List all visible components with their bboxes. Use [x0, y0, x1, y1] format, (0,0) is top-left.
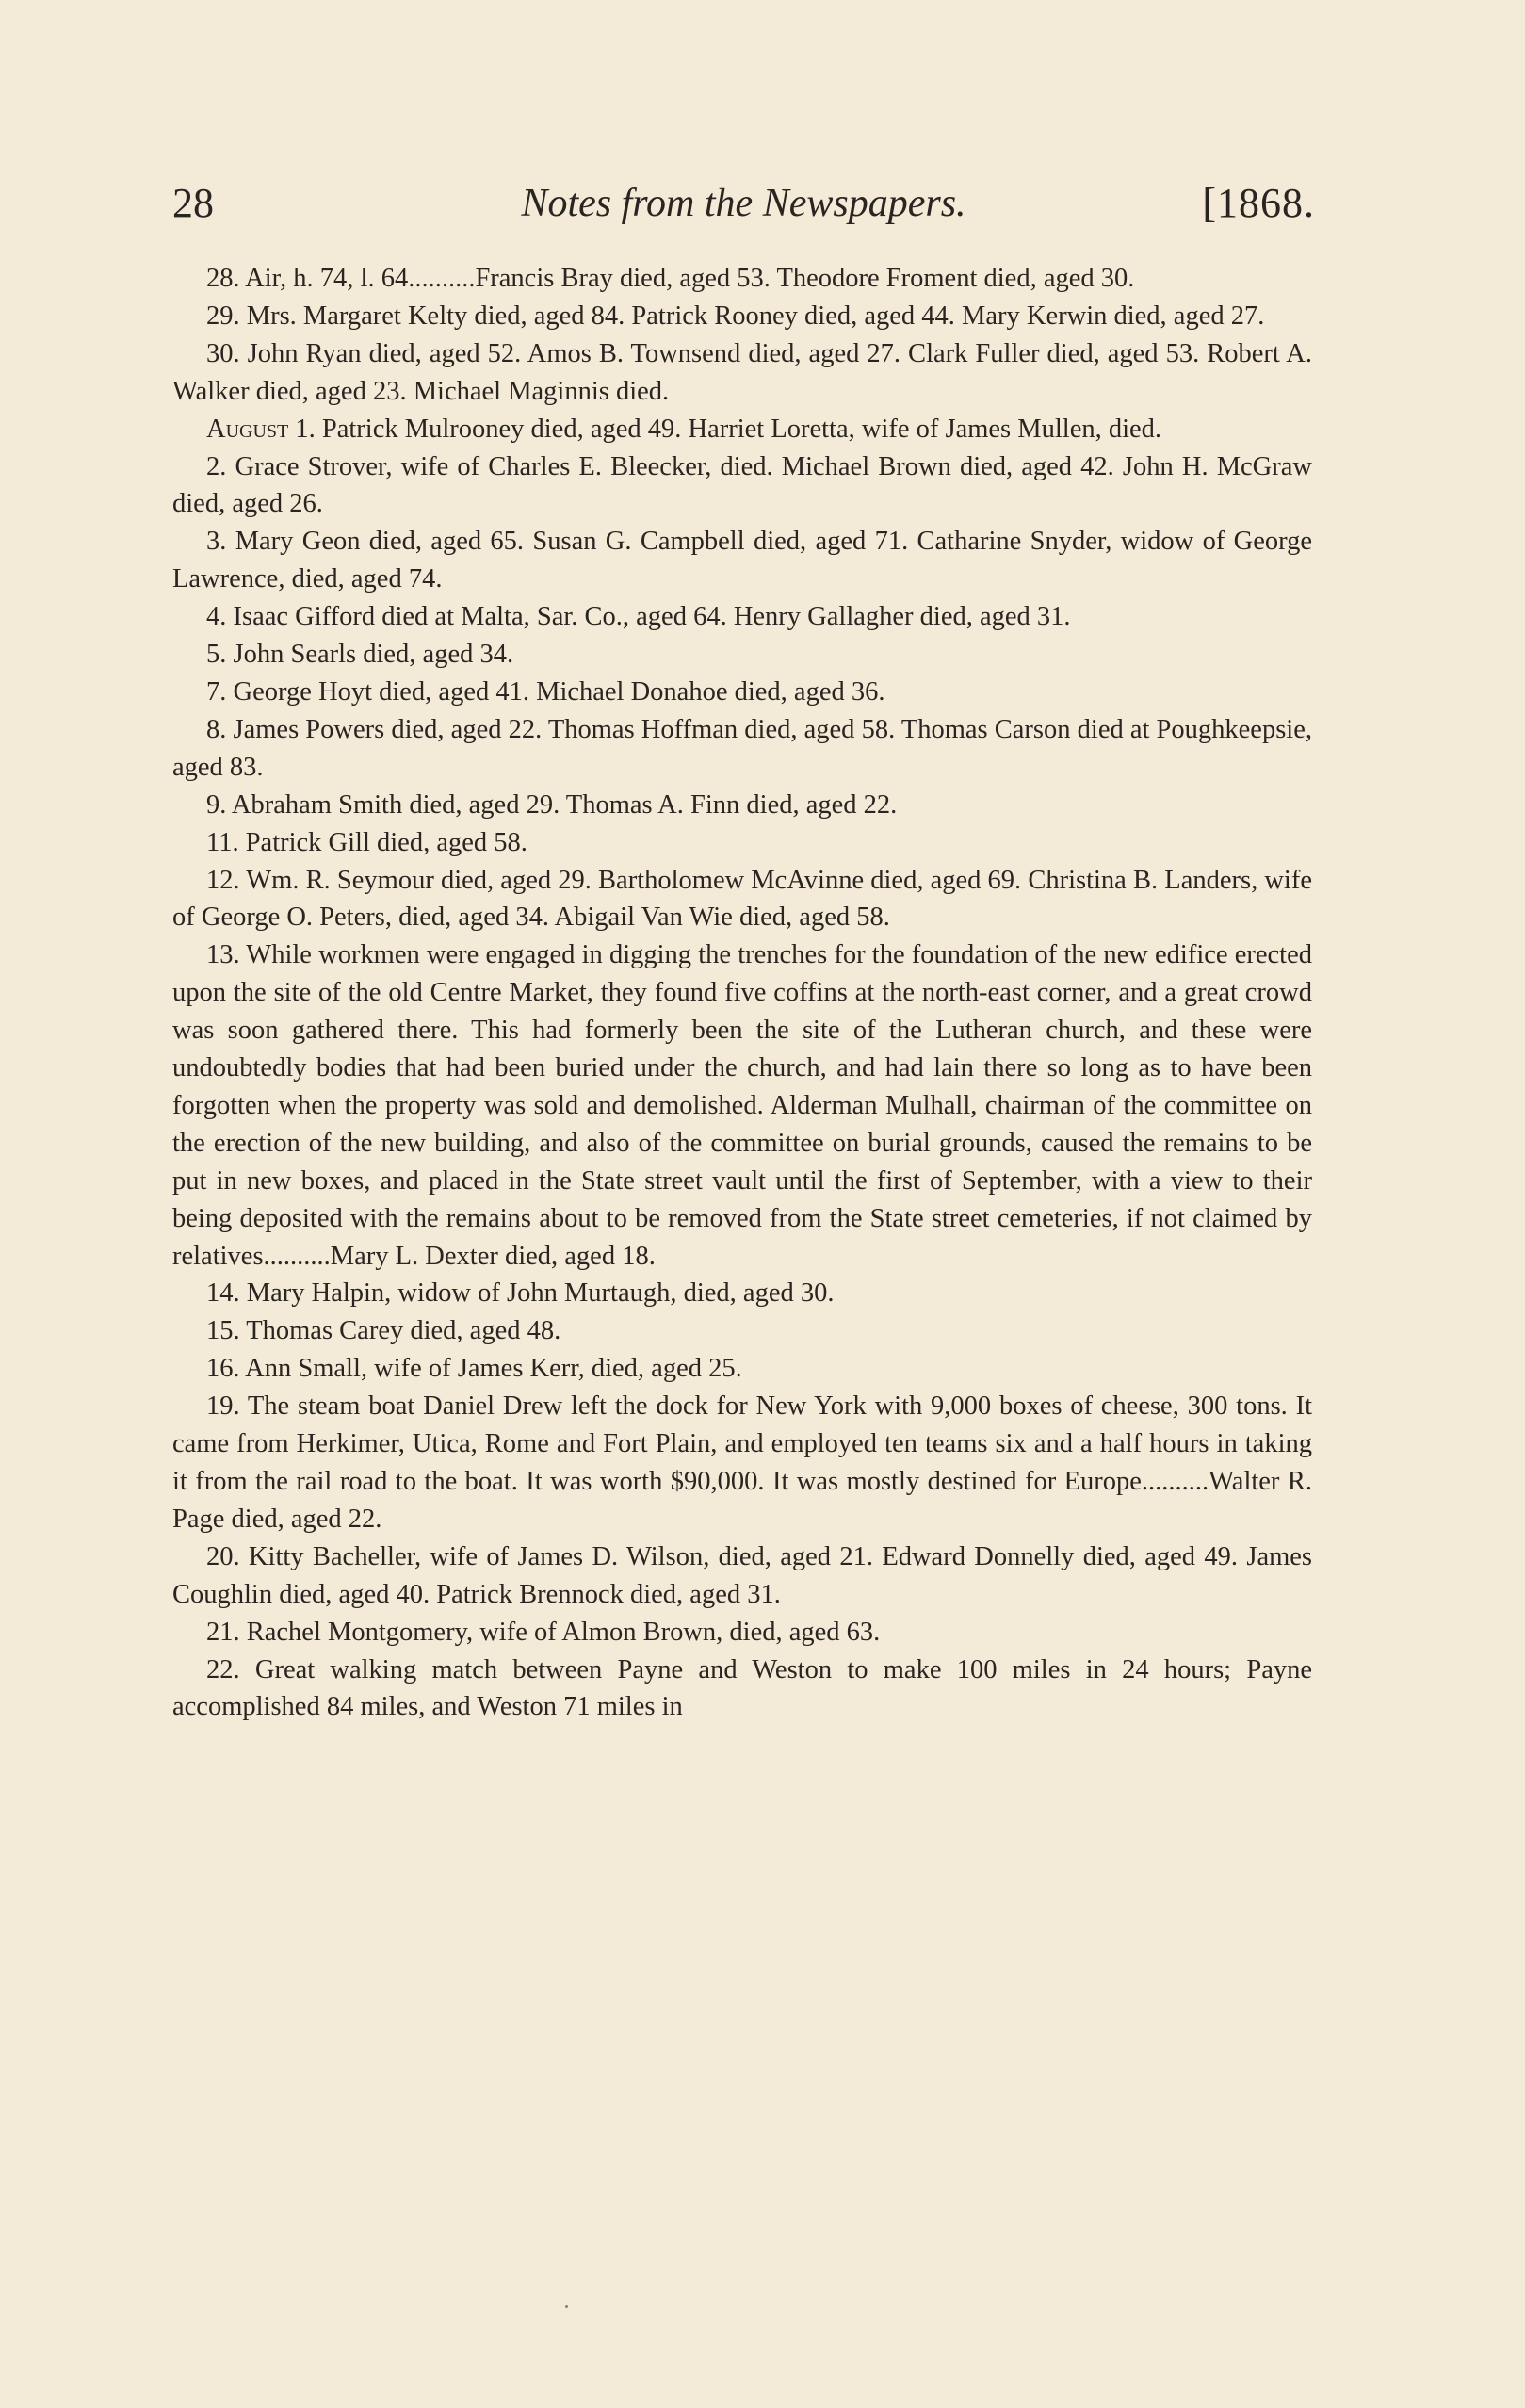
- page-number: 28: [172, 180, 214, 226]
- entry-3: 3. Mary Geon died, aged 65. Susan G. Campbell died, aged 71. Catharine Snyder, widow of George Lawrence, died, aged 74.: [172, 527, 1312, 594]
- entry-11: 11. Patrick Gill died, aged 58.: [206, 827, 527, 857]
- entry-20: 20. Kitty Bacheller, wife of James D. Wilson, died, aged 21. Edward Donnelly died, aged 49. James Coughlin died, aged 40. Patrick Brennock died, aged 31.: [172, 1541, 1312, 1609]
- print-speck: [565, 2305, 568, 2308]
- entry-15: 15. Thomas Carey died, aged 48.: [206, 1316, 561, 1346]
- running-title: Notes from the Newspapers.: [521, 182, 966, 225]
- entry-29: 29. Mrs. Margaret Kelty died, aged 84. Patrick Rooney died, aged 44. Mary Kerwin died, aged 27.: [206, 301, 1265, 331]
- entry-19: 19. The steam boat Daniel Drew left the dock for New York with 9,000 boxes of cheese, 300 tons. It came from Herkimer, Utica, Rome and Fort Plain, and employed ten teams six and a half hours in taking it from the rail road to the boat. It was worth $90,000. It was mostly destined for Europe..........Walter R. Page died, aged 22.: [172, 1391, 1312, 1534]
- entry-14: 14. Mary Halpin, widow of John Murtaugh, died, aged 30.: [206, 1278, 835, 1309]
- entry-12: 12. Wm. R. Seymour died, aged 29. Bartholomew McAvinne died, aged 69. Christina B. Landers, wife of George O. Peters, died, aged 34. Abigail Van Wie died, aged 58.: [172, 865, 1312, 933]
- entry-august-1-text: 1. Patrick Mulrooney died, aged 49. Harriet Loretta, wife of James Mullen, died.: [295, 414, 1162, 444]
- entry-30: 30. John Ryan died, aged 52. Amos B. Townsend died, aged 27. Clark Fuller died, aged 53. Robert A. Walker died, aged 23. Michael Maginnis died.: [172, 338, 1312, 406]
- page-body: [172, 260, 1312, 1726]
- month-heading: August: [206, 414, 289, 444]
- entry-13: 13. While workmen were engaged in digging the trenches for the foundation of the new edifice erected upon the site of the old Centre Market, they found five coffins at the north-east corner, and a great crowd was soon gathered there. This had formerly been the site of the Lutheran church, and these were undoubtedly bodies that had been buried under the church, and had lain there so long as to have been forgotten when the property was sold and demolished. Alderman Mulhall, chairman of the committee on the erection of the new building, and also of the committee on burial grounds, caused the remains to be put in new boxes, and placed in the State street vault until the first of September, with a view to their being deposited with the remains about to be removed from the State street cemeteries, if not claimed by relatives..........Mary L. Dexter died, aged 18.: [172, 940, 1312, 1271]
- entry-2: 2. Grace Strover, wife of Charles E. Bleecker, died. Michael Brown died, aged 42. John H. McGraw died, aged 26.: [172, 451, 1312, 519]
- entry-8: 8. James Powers died, aged 22. Thomas Hoffman died, aged 58. Thomas Carson died at Poughkeepsie, aged 83.: [172, 714, 1312, 782]
- entry-4: 4. Isaac Gifford died at Malta, Sar. Co., aged 64. Henry Gallagher died, aged 31.: [206, 602, 1071, 632]
- entry-16: 16. Ann Small, wife of James Kerr, died, aged 25.: [206, 1354, 742, 1384]
- entry-5: 5. John Searls died, aged 34.: [206, 640, 514, 670]
- entry-28: 28. Air, h. 74, l. 64..........Francis Bray died, aged 53. Theodore Froment died, aged 30.: [206, 264, 1135, 293]
- entry-21: 21. Rachel Montgomery, wife of Almon Brown, died, aged 63.: [206, 1617, 881, 1647]
- entry-22: 22. Great walking match between Payne and Weston to make 100 miles in 24 hours; Payne accomplished 84 miles, and Weston 71 miles in: [172, 1654, 1312, 1722]
- entry-7: 7. George Hoyt died, aged 41. Michael Donahoe died, aged 36.: [206, 676, 885, 707]
- entry-9: 9. Abraham Smith died, aged 29. Thomas A. Finn died, aged 22.: [206, 789, 898, 820]
- entry-august-1: [172, 411, 1312, 448]
- page-header: [172, 175, 1315, 232]
- header-year: [1868.: [1202, 180, 1315, 226]
